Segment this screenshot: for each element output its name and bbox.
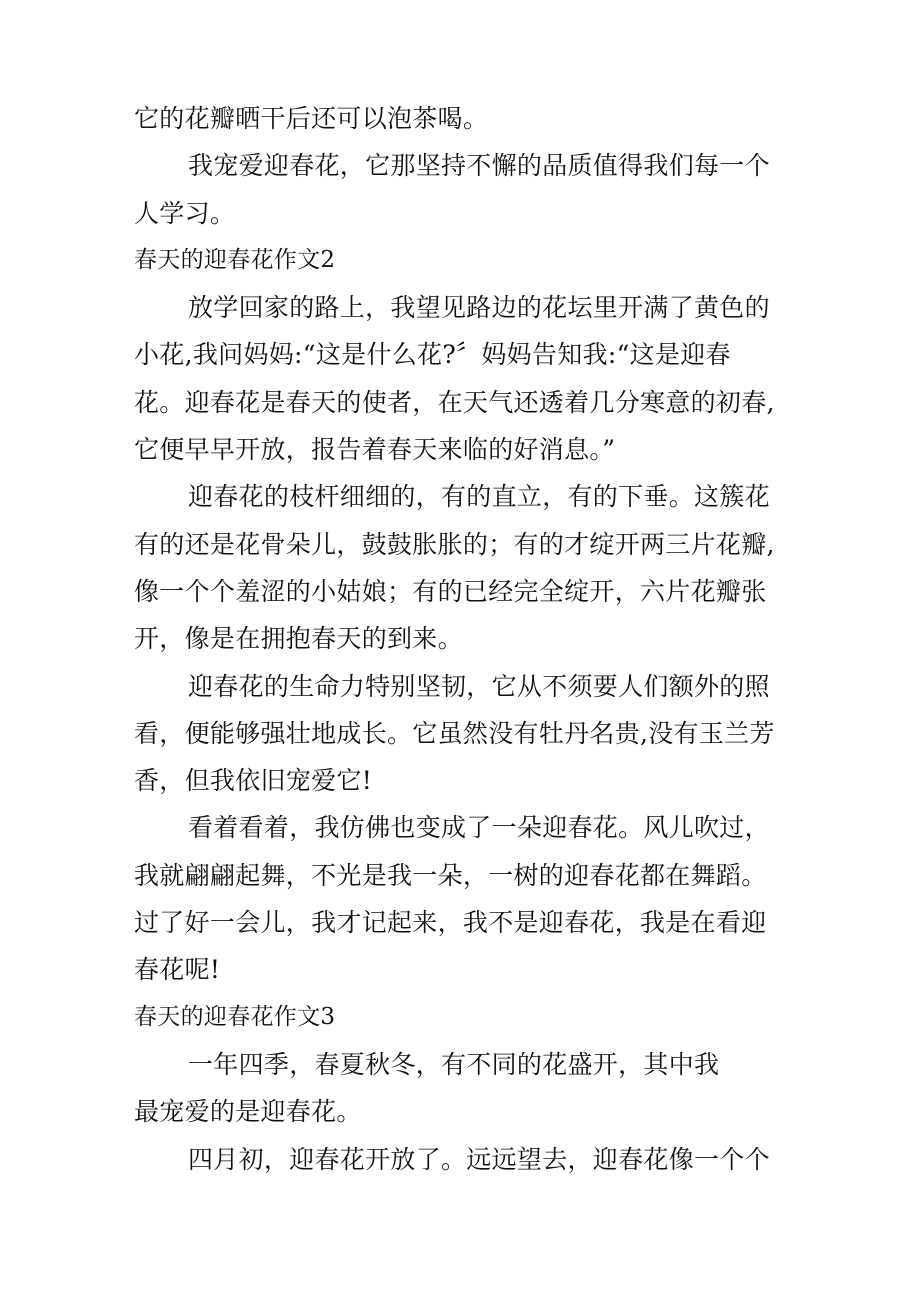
text-line: 它的花瓣晒干后还可以泡茶喝。 [134, 104, 489, 133]
text-line: 四月初，迎春花开放了。远远望去，迎春花像一个个 [188, 1144, 770, 1174]
text-line: 最宠爱的是迎春花。 [134, 1097, 362, 1127]
text-line: 迎春花的枝杆细细的，有的直立，有的下垂。这簇花 [188, 482, 770, 512]
text-line: 花。迎春花是春天的使者，在天气还透着几分寒意的初春, [134, 387, 775, 417]
text-line: 我宠爱迎春花，它那坚持不懈的品质值得我们每一个 [188, 151, 770, 181]
section-heading: 春天的迎春花作文3 [134, 1003, 336, 1030]
text-line: 过了好一会儿，我才记起来，我不是迎春花，我是在看迎 [134, 908, 767, 938]
document-body [134, 95, 794, 1183]
text-line: 我就翩翩起舞，不光是我一朵，一树的迎春花都在舞蹈。 [134, 860, 767, 890]
text-line: 像一个个羞涩的小姑娘；有的已经完全绽开，六片花瓣张 [134, 576, 767, 606]
text-line: 它便早早开放，报告着春天来临的好消息。” [134, 435, 616, 465]
text-line: 人学习。 [134, 198, 236, 228]
text-line: 香，但我依旧宠爱它! [134, 766, 373, 796]
text-line: 有的还是花骨朵儿，鼓鼓胀胀的；有的才绽开两三片花瓣, [134, 529, 775, 559]
text-line: 小花,我问妈妈:“这是什么花?〞妈妈告知我:“这是迎春 [134, 340, 731, 370]
text-line: 看，便能够强壮地成长。它虽然没有牡丹名贵,没有玉兰芳 [134, 718, 775, 748]
text-line: 春花呢! [134, 955, 221, 985]
text-line: 看着看着，我仿佛也变成了一朵迎春花。风儿吹过， [188, 813, 770, 843]
text-line: 放学回家的路上，我望见路边的花坛里开满了黄色的 [188, 293, 770, 323]
text-line: 一年四季，春夏秋冬，有不同的花盛开，其中我 [188, 1049, 720, 1079]
text-line: 开，像是在拥抱春天的到来。 [134, 624, 463, 654]
text-line: 迎春花的生命力特别坚韧，它从不须要人们额外的照 [188, 671, 770, 701]
section-heading: 春天的迎春花作文2 [134, 246, 336, 273]
